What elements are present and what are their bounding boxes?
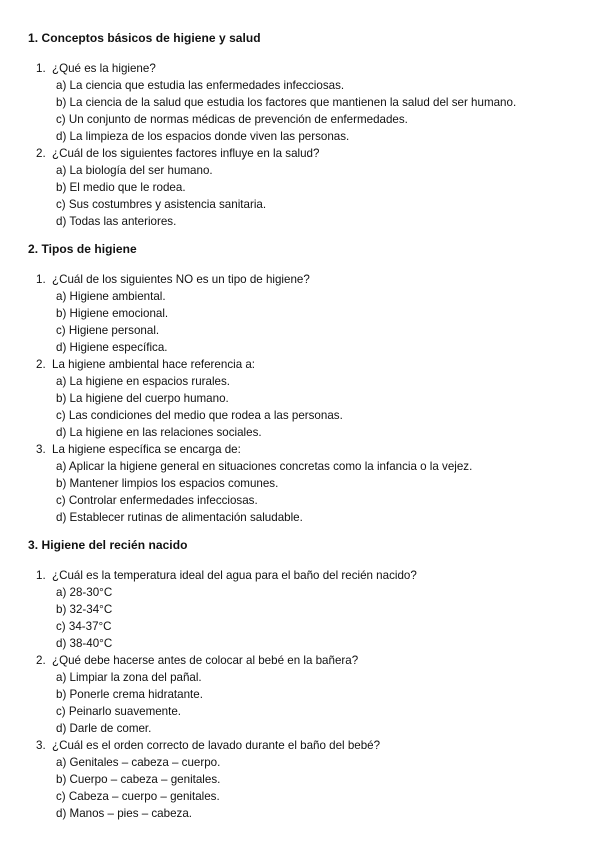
answer-option: b) Mantener limpios los espacios comunes.: [56, 477, 279, 490]
question-text: ¿Qué es la higiene?: [52, 62, 156, 75]
question-text: ¿Cuál es el orden correcto de lavado durante el baño del bebé?: [52, 739, 381, 752]
question-text: ¿Cuál de los siguientes factores influye en la salud?: [52, 147, 320, 160]
answer-option: c) Cabeza – cuerpo – genitales.: [56, 790, 220, 803]
question-item: [28, 60, 588, 77]
answer-option: b) El medio que le rodea.: [56, 181, 186, 194]
question-text: La higiene específica se encarga de:: [52, 443, 241, 456]
answer-option: d) 38-40°C: [56, 637, 113, 650]
answer-option: c) Peinarlo suavemente.: [56, 705, 182, 718]
answer-option: c) 34-37°C: [56, 620, 112, 633]
answer-option: d) Todas las anteriores.: [56, 215, 177, 228]
answer-option: a) Limpiar la zona del pañal.: [56, 671, 202, 684]
question-number: 3.: [36, 739, 46, 752]
question-text: ¿Cuál es la temperatura ideal del agua para el baño del recién nacido?: [52, 569, 417, 582]
question-text: ¿Qué debe hacerse antes de colocar al bebé en la bañera?: [52, 654, 359, 667]
section-higiene-recien-nacido: [28, 537, 588, 822]
answer-option: c) Las condiciones del medio que rodea a las personas.: [56, 409, 343, 422]
section-title: 1. Conceptos básicos de higiene y salud: [28, 31, 261, 45]
question-item: [28, 356, 588, 373]
answer-option: d) Higiene específica.: [56, 341, 168, 354]
answer-option: c) Sus costumbres y asistencia sanitaria.: [56, 198, 267, 211]
question-text: ¿Cuál de los siguientes NO es un tipo de higiene?: [52, 273, 310, 286]
answer-option: a) Aplicar la higiene general en situaciones concretas como la infancia o la vejez.: [56, 460, 473, 473]
question-number: 2.: [36, 654, 46, 667]
question-number: 3.: [36, 443, 46, 456]
answer-option: d) La limpieza de los espacios donde viven las personas.: [56, 130, 350, 143]
answer-option: a) La higiene en espacios rurales.: [56, 375, 231, 388]
question-item: [28, 441, 588, 458]
answer-option: c) Higiene personal.: [56, 324, 160, 337]
answer-option: c) Un conjunto de normas médicas de prevención de enfermedades.: [56, 113, 408, 126]
question-number: 2.: [36, 147, 46, 160]
answer-option: d) Establecer rutinas de alimentación saludable.: [56, 511, 303, 524]
answer-option: b) Cuerpo – cabeza – genitales.: [56, 773, 221, 786]
answer-option: a) La biología del ser humano.: [56, 164, 213, 177]
answer-option: d) Manos – pies – cabeza.: [56, 807, 192, 820]
question-number: 1.: [36, 273, 46, 286]
answer-option: a) 28-30°C: [56, 586, 113, 599]
answer-option: b) La ciencia de la salud que estudia los factores que mantienen la salud del ser humano.: [56, 96, 517, 109]
question-number: 2.: [36, 358, 46, 371]
question-text: La higiene ambiental hace referencia a:: [52, 358, 256, 371]
answer-option: a) Genitales – cabeza – cuerpo.: [56, 756, 221, 769]
answer-option: d) Darle de comer.: [56, 722, 152, 735]
answer-option: a) Higiene ambiental.: [56, 290, 166, 303]
question-item: [28, 145, 588, 162]
answer-option: b) Higiene emocional.: [56, 307, 169, 320]
answer-option: b) La higiene del cuerpo humano.: [56, 392, 229, 405]
answer-option: b) Ponerle crema hidratante.: [56, 688, 203, 701]
answer-option: c) Controlar enfermedades infecciosas.: [56, 494, 258, 507]
question-number: 1.: [36, 62, 46, 75]
answer-option: a) La ciencia que estudia las enfermedades infecciosas.: [56, 79, 345, 92]
question-item: [28, 271, 588, 288]
question-item: [28, 737, 588, 754]
question-item: [28, 567, 588, 584]
question-number: 1.: [36, 569, 46, 582]
section-conceptos-basicos: [28, 30, 588, 230]
section-title: 3. Higiene del recién nacido: [28, 538, 188, 552]
section-tipos-higiene: [28, 241, 588, 526]
answer-option: b) 32-34°C: [56, 603, 113, 616]
answer-option: d) La higiene en las relaciones sociales.: [56, 426, 262, 439]
question-item: [28, 652, 588, 669]
section-title: 2. Tipos de higiene: [28, 242, 137, 256]
